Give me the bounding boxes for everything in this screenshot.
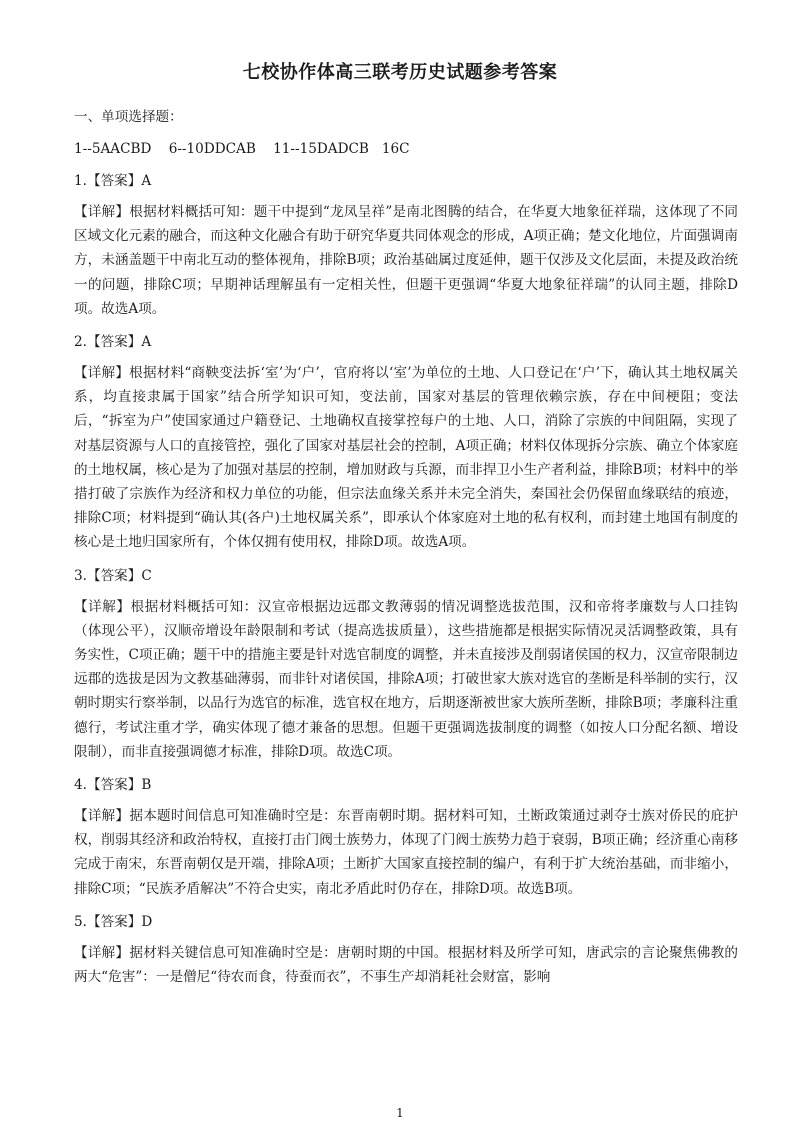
answer-detail-3: 【详解】根据材料概括可知：汉宣帝根据边远郡文教薄弱的情况调整选拔范围，汉和帝将孝廉数与人口挂钩（体现公平），汉顺帝增设年龄限制和考试（提高选拔质量），这些措施都是根据实际情况灵活调整政策，具有务实性，C项正确；题干中的措施主要是针对选官制度的调整，并未直接涉及削弱诸侯国的权力，汉宣帝限制边远郡的选拔是因为文教基础薄弱，而非针对诸侯国，排除A项；打破世家大族对选官的垄断是科举制的实行，汉朝时期实行察举制，以品行为选官的标准，选官权在地方，后期逐渐被世家大族所垄断，排除B项；孝廉科注重德行，考试注重才学，确实体现了德才兼备的思想。但题干更强调选拔制度的调整（如按人口分配名额、增设限制），而非直接强调德才标准，排除D项。故选C项。 xyxy=(74,598,738,760)
answer-label-5: 5.【答案】D xyxy=(74,913,153,930)
section-heading: 一、单项选择题： xyxy=(74,109,183,125)
page-number: 1 xyxy=(396,1106,404,1120)
answer-detail-4: 【详解】据本题时间信息可知准确时空是：东晋南朝时期。据材料可知，土断政策通过剥夺士族对侨民的庇护权，削弱其经济和政治特权，直接打击门阀士族势力，体现了门阀士族势力趋于衰弱，B项正确；经济重心南移完成于南宋，东晋南朝仅是开端，排除A项；土断扩大国家直接控制的编户，有利于扩大统治基础，而非缩小，排除C项；“民族矛盾解决”不符合史实，南北矛盾此时仍存在，排除D项。故选B项。 xyxy=(74,808,738,897)
answer-detail-2: 【详解】根据材料“商鞅变法拆‘室’为‘户’，官府将以‘室’为单位的土地、人口登记在‘户’下，确认其土地权属关系，均直接隶属于国家”结合所学知识可知，变法前，国家对基层的管理依赖宗族，存在中间梗阻；变法后，“拆室为户”使国家通过户籍登记、土地确权直接掌控每户的土地、人口，消除了宗族的中间阻隔，实现了对基层资源与人口的直接管控，强化了国家对基层社会的控制，A项正确；材料仅体现拆分宗族、确立个体家庭的土地权属，核心是为了加强对基层的控制，增加财政与兵源，而非捍卫小生产者利益，排除B项；材料中的举措打破了宗族作为经济和权力单位的功能，但宗法血缘关系并未完全消失，秦国社会仍保留血缘联结的痕迹，排除C项；材料提到“确认其(各户)土地权属关系”，即承认个体家庭对土地的私有权利，而封建土地国有制度的核心是土地归国家所有，个体仅拥有使用权，排除D项。故选A项。 xyxy=(74,365,738,551)
answer-detail-1: 【详解】根据材料概括可知：题干中提到“龙凤呈祥”是南北图腾的结合，在华夏大地象征祥瑞，这体现了不同区域文化元素的融合，而这种文化融合有助于研究华夏共同体观念的形成，A项正确；楚文化地位，片面强调南方，未涵盖题干中南北互动的整体视角，排除B项；政治基础属过度延伸，题干仅涉及文化层面，未提及政治统一的问题，排除C项；早期神话理解虽有一定相关性，但题干更强调“华夏大地象征祥瑞”的认同主题，排除D项。故选A项。 xyxy=(74,204,738,317)
answer-key-summary: 1--5AACBD 6--10DDCAB 11--15DADCB 16C xyxy=(74,141,410,157)
answer-label-2: 2.【答案】A xyxy=(74,334,152,351)
answer-label-3: 3.【答案】C xyxy=(74,567,152,584)
document-body xyxy=(74,98,738,989)
page-title: 七校协作体高三联考历史试题参考答案 xyxy=(242,62,558,83)
answer-label-4: 4.【答案】B xyxy=(74,777,152,794)
answer-label-1: 1.【答案】A xyxy=(74,173,152,189)
answer-detail-5: 【详解】据材料关键信息可知准确时空是：唐朝时期的中国。根据材料及所学可知，唐武宗的言论聚焦佛教的两大“危害”：一是僧尼“待农而食，待蚕而衣”，不事生产却消耗社会财富，影响 xyxy=(74,944,738,986)
